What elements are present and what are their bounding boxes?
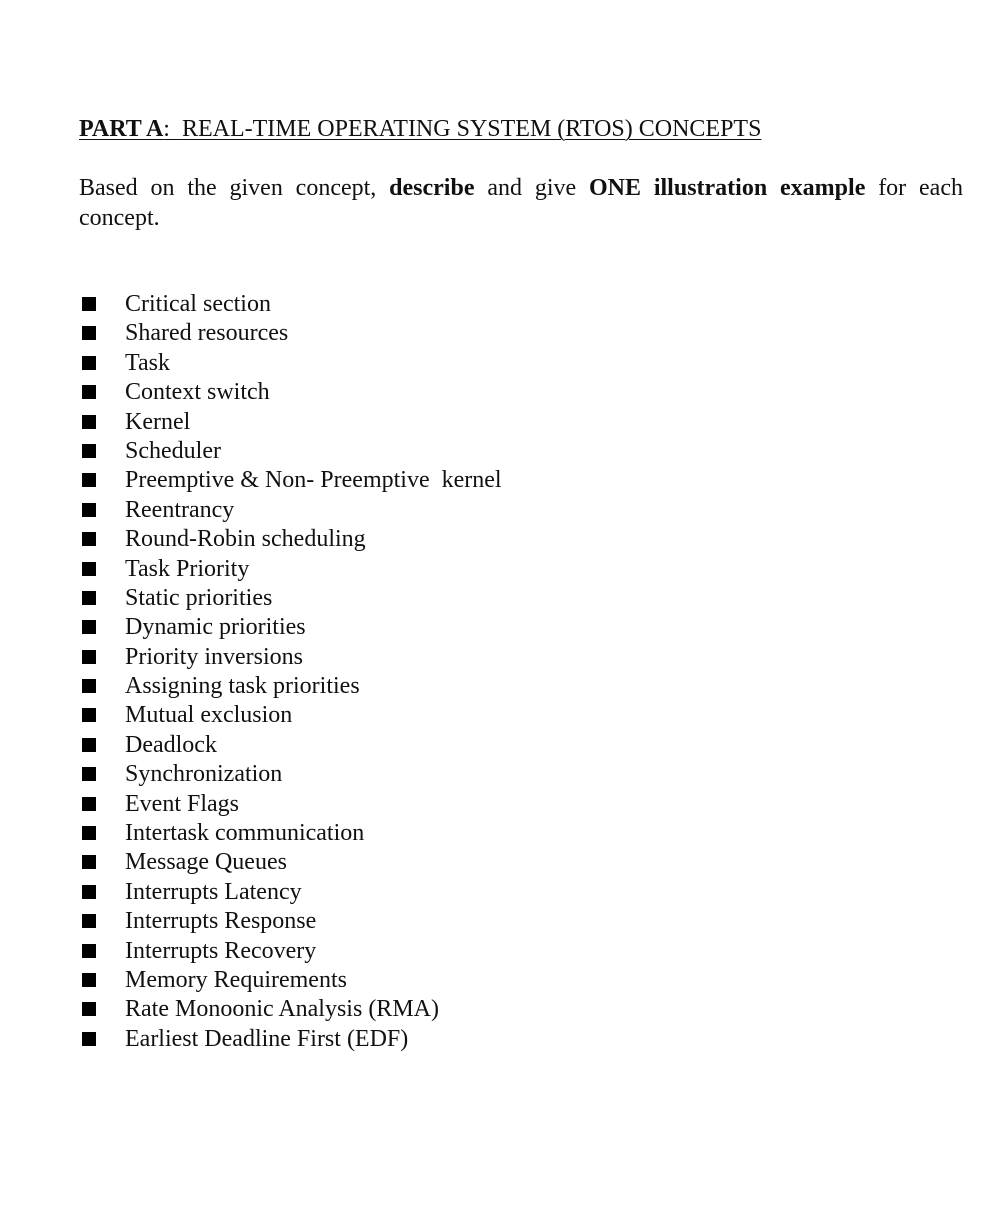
square-bullet-icon: [82, 297, 96, 311]
square-bullet-icon: [82, 415, 96, 429]
square-bullet-icon: [82, 973, 96, 987]
concept-label: Earliest Deadline First (EDF): [125, 1025, 409, 1052]
square-bullet-icon: [82, 503, 96, 517]
concept-label: Reentrancy: [125, 496, 235, 523]
concept-label: Synchronization: [125, 761, 283, 788]
concept-label: Task: [125, 349, 170, 376]
concept-label: Shared resources: [125, 320, 289, 347]
concept-label: Event Flags: [125, 790, 239, 817]
instruction-text-2: and give: [474, 175, 589, 201]
concept-label: Dynamic priorities: [125, 614, 306, 641]
square-bullet-icon: [82, 385, 96, 399]
square-bullet-icon: [82, 1002, 96, 1016]
square-bullet-icon: [82, 944, 96, 958]
concept-label: Static priorities: [125, 584, 273, 611]
instruction-text-3: for each concept.: [79, 175, 963, 231]
concept-label: Intertask communication: [125, 820, 365, 847]
instruction-paragraph: [79, 173, 963, 233]
square-bullet-icon: [82, 855, 96, 869]
concept-label: Kernel: [125, 408, 191, 435]
square-bullet-icon: [82, 326, 96, 340]
concept-label: Context switch: [125, 379, 270, 406]
concept-label: Interrupts Recovery: [125, 937, 317, 964]
square-bullet-icon: [82, 620, 96, 634]
square-bullet-icon: [82, 532, 96, 546]
concept-label: Scheduler: [125, 437, 221, 464]
square-bullet-icon: [82, 473, 96, 487]
concept-label: Critical section: [125, 291, 271, 317]
square-bullet-icon: [82, 444, 96, 458]
square-bullet-icon: [82, 767, 96, 781]
square-bullet-icon: [82, 826, 96, 840]
square-bullet-icon: [82, 679, 96, 693]
square-bullet-icon: [82, 356, 96, 370]
concept-label: Deadlock: [125, 731, 217, 758]
square-bullet-icon: [82, 650, 96, 664]
instruction-text-1: Based on the given concept,: [79, 175, 390, 201]
concept-label: Interrupts Latency: [125, 878, 302, 905]
concept-label: Assigning task priorities: [125, 673, 360, 700]
concept-label: Round-Robin scheduling: [125, 526, 366, 553]
square-bullet-icon: [82, 591, 96, 605]
square-bullet-icon: [82, 708, 96, 722]
concept-label: Rate Monoonic Analysis (RMA): [125, 996, 439, 1023]
square-bullet-icon: [82, 797, 96, 811]
concept-label: Message Queues: [125, 849, 287, 876]
concept-label: Mutual exclusion: [125, 702, 293, 729]
square-bullet-icon: [82, 885, 96, 899]
concept-label: Priority inversions: [125, 643, 303, 670]
concept-label: Task Priority: [125, 555, 250, 582]
concept-label: Preemptive & Non- Preemptive kernel: [125, 467, 502, 494]
section-title: REAL-TIME OPERATING SYSTEM (RTOS) CONCEPTS: [181, 116, 762, 142]
square-bullet-icon: [82, 562, 96, 576]
section-heading-separator: :: [163, 116, 182, 142]
section-heading: [79, 114, 761, 144]
instruction-keyword-example: ONE illustration example: [588, 175, 866, 201]
instruction-keyword-describe: describe: [389, 175, 475, 201]
section-part-label: PART A: [79, 116, 164, 142]
square-bullet-icon: [82, 1032, 96, 1046]
concept-label: Interrupts Response: [125, 908, 317, 935]
square-bullet-icon: [82, 914, 96, 928]
square-bullet-icon: [82, 738, 96, 752]
concept-label: Memory Requirements: [125, 966, 347, 993]
